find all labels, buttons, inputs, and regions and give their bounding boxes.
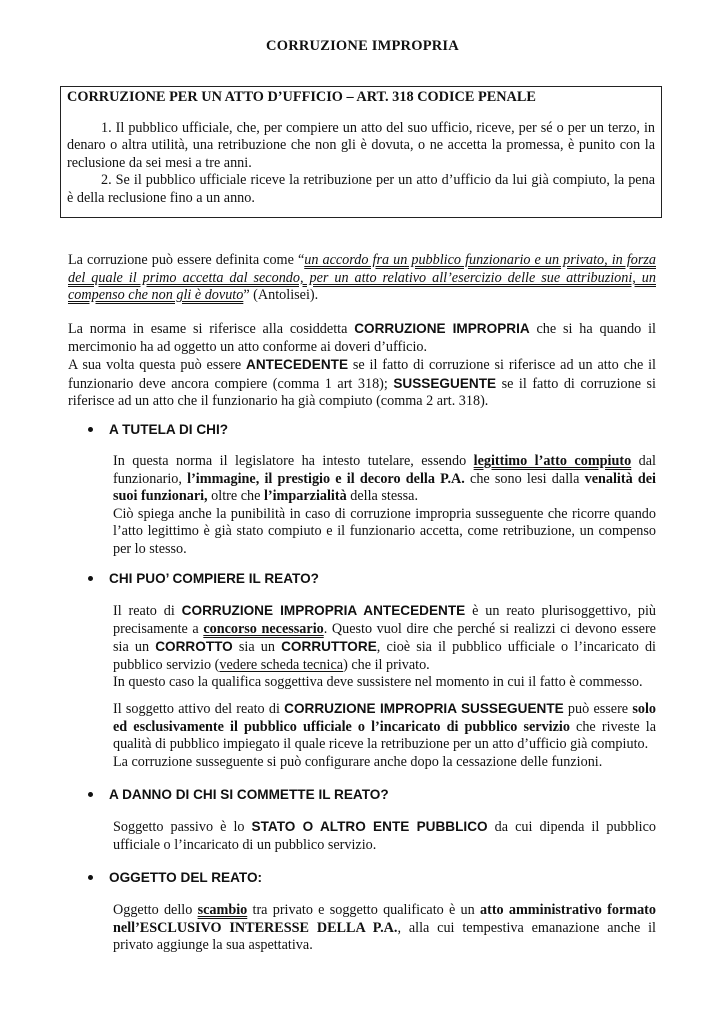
text-span: La norma in esame si riferisce alla cosiddetta [68,321,355,337]
text-span: oltre che [207,488,264,504]
text-span: ” (Antolisei). [243,287,319,303]
text-span: STATO O ALTRO ENTE PUBBLICO [251,819,488,834]
text-block: La corruzione susseguente si può configurare anche dopo la cessazione delle funzioni. [113,753,603,770]
text-span: della stessa. [346,488,418,504]
text-span: ) che il privato. [343,656,430,673]
text-span: può essere [563,701,633,717]
text-block: In questo caso la qualifica soggettiva deve sussistere nel momento in cui il fatto è commesso. [113,674,643,690]
section-body-danno [113,818,656,854]
text-span: Oggetto dello [113,902,198,918]
definition-quote: un accordo fra un pubblico funzionario e un privato, in forza del quale il primo accetta dal secondo, per un atto relativo all’esercizio delle sue attribuzioni, un compenso che non gli è dovuto [68,252,656,303]
text-span: che riveste la qualità di pubblico impiegato il quale riceve la retribuzione per un atto d’ufficio già compiuto. [113,718,657,752]
law-comma-2: 2. Se il pubblico ufficiale riceve la retribuzione per un atto d’ufficio da lui già compiuto, la pena è della reclusione fino a un anno. [67,172,655,206]
text-span: venalità dei suoi funzionari, [113,470,656,504]
text-span: che si ha quando il mercimonio ha ad oggetto un atto conforme ai doveri d’ufficio. [68,321,656,355]
text-span: , cioè sia il pubblico ufficiale o l’incaricato di pubblico servizio ( [113,639,657,673]
page-title: CORRUZIONE IMPROPRIA [266,38,459,54]
section-body-chi-puo-2 [113,700,656,771]
text-span: tra privato e soggetto qualificato è un [247,902,480,918]
text-span: , alla cui tempestiva emanazione anche il privato aggiunge la sua aspettativa. [113,919,656,953]
law-text-box [60,86,662,218]
intro-definition [68,252,656,305]
text-span: CORRUTTORE [281,639,377,654]
law-comma-1: 1. Il pubblico ufficiale, che, per compiere un atto del suo ufficio, riceve, per sé o per un terzo, in denaro o altra utilità, una retribuzione che non gli è dovuta, o ne accetta la promessa, è punito con la reclusione da sei mesi a tre anni. [67,119,655,171]
section-heading-oggetto [88,869,262,887]
text-span: concorso necessario [203,620,324,637]
bullet-icon [88,427,93,432]
text-span: atto amministrativo formato nell’ESCLUSIVO INTERESSE DELLA P.A. [113,902,656,936]
section-body-oggetto [113,902,656,955]
text-span: A TUTELA DI CHI? [109,422,229,437]
text-span: Il soggetto attivo del reato di [113,701,285,717]
section-heading-tutela [88,421,228,439]
section-body-chi-puo [113,602,656,692]
text-span: se il fatto di corruzione si riferisce ad un atto che il funzionario ha già compiuto (comma 2 art. 318). [68,375,657,409]
text-span: . Questo vuol dire che perché si realizzi ci devono essere sia un [113,620,656,655]
section-heading-danno [88,786,389,804]
text-span: CORROTTO [155,639,233,654]
text-span: scambio [197,902,248,918]
bullet-icon [88,792,93,797]
text-span: se il fatto di corruzione si riferisce ad un atto che il funzionario deve ancora compiere (comma 1 art 318); [68,357,656,392]
text-span: In questa norma il legislatore ha intesto tutelare, essendo [113,453,474,469]
text-span: Soggetto passivo è lo [113,819,252,835]
text-span: La corruzione può essere definita come “ [68,252,305,268]
text-span: A DANNO DI CHI SI COMMETTE IL REATO? [109,787,389,802]
term-antecedente: ANTECEDENTE [246,357,349,372]
term-susseguente: SUSSEGUENTE [393,375,497,391]
bullet-icon [88,576,93,581]
text-span: l’immagine, il prestigio e il decoro della P.A. [187,470,465,487]
section-heading-chi-puo [88,570,319,588]
text-span: OGGETTO DEL REATO: [109,870,263,885]
text-span: CHI PUO’ COMPIERE IL REATO? [109,571,319,586]
text-span: solo ed esclusivamente il pubblico ufficiale o l’incaricato di pubblico servizio [113,701,656,735]
text-span: sia un [232,639,282,655]
text-span: è un reato plurisoggettivo, più precisamente a [113,603,656,637]
text-span: Il reato di [113,603,182,619]
text-span: CORRUZIONE IMPROPRIA ANTECEDENTE [181,603,466,618]
text-span: A sua volta questa può essere [68,357,247,373]
link-scheda-tecnica[interactable]: vedere scheda tecnica [219,656,344,673]
text-span: che sono lesi dalla [464,470,585,487]
bullet-icon [88,875,93,880]
law-heading: CORRUZIONE PER UN ATTO D’UFFICIO – ART. 318 CODICE PENALE [67,89,536,105]
intro-norm [68,320,656,411]
text-span: CORRUZIONE IMPROPRIA SUSSEGUENTE [284,701,564,716]
term-corruzione-impropria: CORRUZIONE IMPROPRIA [354,321,530,336]
text-span: l’imparzialità [263,488,347,504]
text-block: Ciò spiega anche la punibilità in caso di corruzione impropria susseguente che ricorre quando l’atto legittimo è già stato compiuto e il funzionario accetta, come retribuzione, un compenso per lo stesso. [113,505,656,557]
text-span: da cui dipenda il pubblico ufficiale o l’incaricato di un pubblico servizio. [113,819,657,853]
text-span: legittimo l’atto compiuto [473,453,632,469]
text-span: dal funzionario, [113,453,656,487]
section-body-tutela [113,453,656,558]
